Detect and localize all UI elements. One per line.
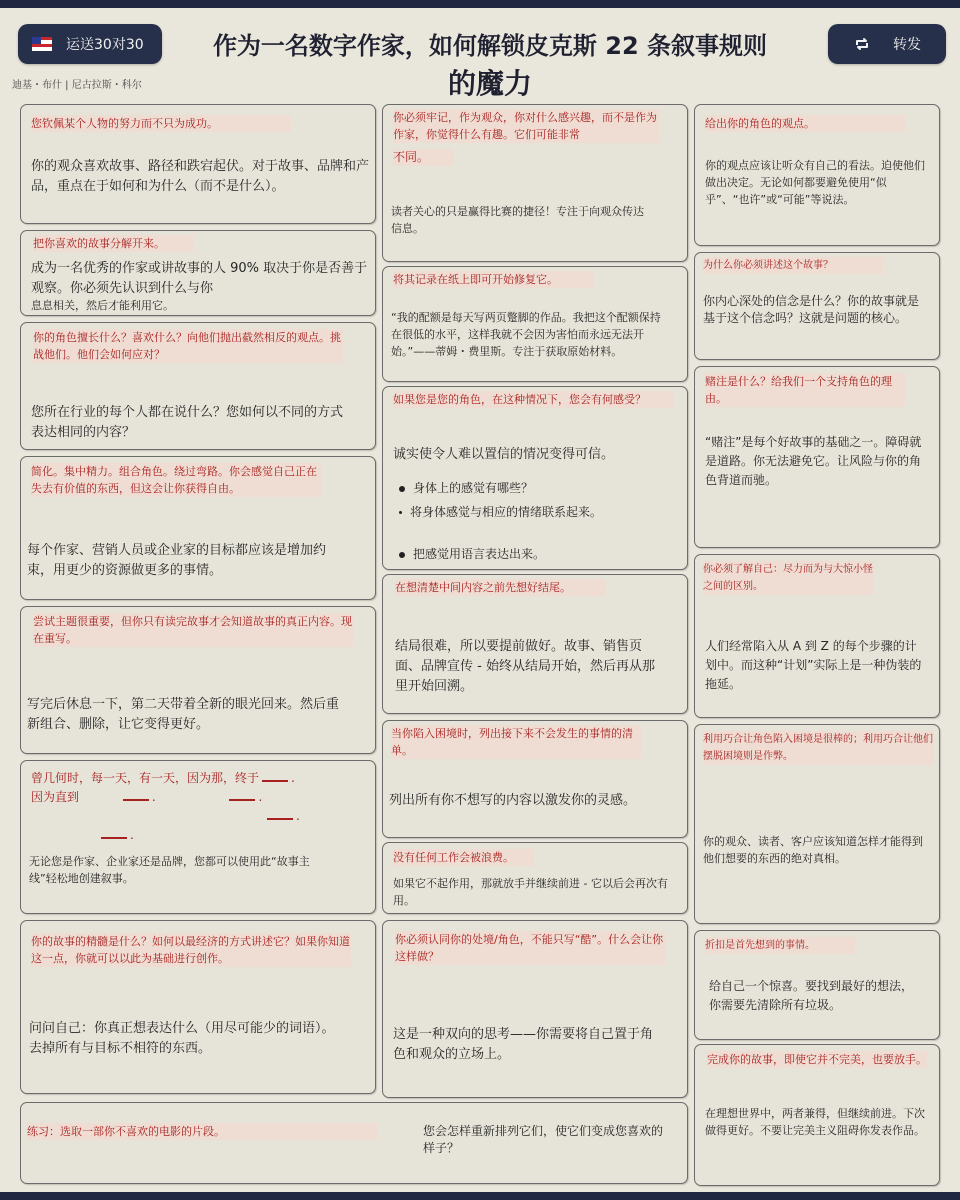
rule-card xyxy=(382,574,688,714)
rule-heading: 没有任何工作会被浪费。 xyxy=(393,849,533,866)
rule-body: 这是一种双向的思考——你需要将自己置于角色和观众的立场上。 xyxy=(393,1027,654,1062)
rule-card xyxy=(694,724,940,924)
rule-heading: 折扣是首先想到的事情。 xyxy=(705,937,855,954)
page-title: 作为一名数字作家，如何解锁皮克斯 22 条叙事规则 xyxy=(212,32,768,60)
us-flag-icon xyxy=(32,37,52,51)
bullet-text: 把感觉用语言表达出来。 xyxy=(413,547,546,561)
rule-body: 无论您是作家、企业家还是品牌，您都可以使用此“故事主线”轻松地创建叙事。 xyxy=(29,855,310,885)
rule-body: 您所在行业的每个人都在说什么？您如何以不同的方式表达相同的内容？ xyxy=(31,405,344,440)
rule-heading: 曾几何时，每一天，有一天，因为那，终于 . 因为直到 . . . . xyxy=(31,771,300,842)
rule-body: “赌注”是每个好故事的基础之一。障碍就是道路。你无法避免它。让风险与你的角色背道而驰。 xyxy=(705,435,922,487)
rule-heading: 你必须认同你的处境/角色，不能只写“酷”。什么会让你这样做？ xyxy=(395,933,664,963)
exercise-card xyxy=(20,1102,688,1184)
rule-body: 成为一名优秀的作家或讲故事的人 90% 取决于你是否善于观察。你必须先认识到什么与你 xyxy=(31,261,368,296)
send-button[interactable] xyxy=(18,24,162,64)
rule-body: 诚实使令人难以置信的情况变得可信。 xyxy=(393,447,615,462)
rule-heading: 你的角色擅长什么？喜欢什么？向他们抛出截然相反的观点。挑战他们。他们会如何应对？ xyxy=(33,331,341,361)
rule-body: 问问自己：你真正想表达什么（用尽可能少的词语）。去掉所有与目标不相符的东西。 xyxy=(29,1021,335,1056)
rule-card xyxy=(20,104,376,224)
bullet-item xyxy=(399,503,602,521)
rule-card xyxy=(20,456,376,600)
repost-button-label: 转发 xyxy=(893,37,921,53)
fill-in-blank xyxy=(229,799,255,801)
rule-heading: 完成你的故事，即使它并不完美，也要放手。 xyxy=(707,1053,927,1066)
rule-heading: 利用巧合让角色陷入困境是很棒的；利用巧合让他们摆脱困境则是作弊。 xyxy=(703,731,933,765)
rule-card xyxy=(382,920,688,1098)
rule-body: 你内心深处的信念是什么？你的故事就是基于这个信念吗？这就是问题的核心。 xyxy=(703,294,920,325)
rule-card xyxy=(382,266,688,382)
rule-heading: 给出你的角色的观点。 xyxy=(705,115,905,132)
page-title-line2: 的魔力 xyxy=(447,67,532,100)
bullet-item xyxy=(399,545,545,563)
top-border xyxy=(0,0,960,8)
story-spine-line2: 因为直到 xyxy=(31,790,80,804)
rule-heading: 将其记录在纸上即可开始修复它。 xyxy=(393,271,593,288)
rule-heading: 赌注是什么？给我们一个支持角色的理由。 xyxy=(705,373,905,407)
send-button-label: 运送30对30 xyxy=(66,37,144,53)
rule-body: 列出所有你不想写的内容以激发你的灵感。 xyxy=(389,793,637,808)
rule-body: 在理想世界中，两者兼得，但继续前进。下次做得更好。不要让完美主义阻碍你发表作品。 xyxy=(705,1107,925,1137)
rule-card xyxy=(382,386,688,570)
rule-card xyxy=(694,252,940,360)
rule-heading: 你必须牢记，作为观众，你对什么感兴趣，而不是作为作家，你觉得什么有趣。它们可能非常 xyxy=(393,111,657,141)
bullet-dot xyxy=(399,511,402,514)
rule-heading-2: 不同。 xyxy=(393,149,453,166)
rule-body: 给自己一个惊喜。要找到最好的想法，你需要先清除所有垃圾。 xyxy=(709,979,914,1012)
repost-button[interactable] xyxy=(828,24,946,64)
byline: 迪基・布什 | 尼古拉斯・科尔 xyxy=(12,80,142,91)
bullet-dot xyxy=(399,486,405,492)
rule-body: 写完后休息一下，第二天带着全新的眼光回来。然后重新组合、删除，让它变得更好。 xyxy=(27,697,340,732)
rule-heading: 你的故事的精髓是什么？如何以最经济的方式讲述它？如果你知道这一点，你就可以以此为基础进行创作。 xyxy=(31,935,350,965)
rule-heading: 您钦佩某个人物的努力而不只为成功。 xyxy=(31,115,291,132)
rule-card xyxy=(20,230,376,316)
exercise-body: 您会怎样重新排列它们，使它们变成您喜欢的样子？ xyxy=(423,1124,664,1155)
rule-heading: 简化。集中精力。组合角色。绕过弯路。你会感觉自己正在失去有价值的东西，但这会让你获得自由。 xyxy=(31,463,321,497)
rule-heading: 尝试主题很重要，但你只有读完故事才会知道故事的真正内容。现在重写。 xyxy=(33,615,352,645)
rule-card xyxy=(694,554,940,718)
story-spine-line1: 曾几何时，每一天，有一天，因为那，终于 xyxy=(31,771,260,785)
rule-card xyxy=(382,104,688,262)
rule-body: 如果它不起作用，那就放手并继续前进 - 它以后会再次有用。 xyxy=(393,877,668,907)
rule-body: 每个作家、营销人员或企业家的目标都应该是增加约束，用更少的资源做更多的事情。 xyxy=(27,543,327,578)
rule-card xyxy=(694,366,940,548)
fill-in-blank xyxy=(262,780,288,782)
rule-heading: 为什么你必须讲述这个故事？ xyxy=(703,257,883,274)
rule-card xyxy=(382,842,688,914)
rule-heading: 你必须了解自己：尽力而为与大惊小怪之间的区别。 xyxy=(703,561,873,595)
rule-card xyxy=(20,606,376,754)
rule-body: “我的配额是每天写两页蹩脚的作品。我把这个配额保持在很低的水平，这样我就不会因为害怕而永远无法开始。”——蒂姆・费里斯。专注于获取原始材料。 xyxy=(391,311,661,358)
fill-in-blank xyxy=(101,837,127,839)
rule-heading: 把你喜欢的故事分解开来。 xyxy=(33,235,193,252)
rule-card xyxy=(694,930,940,1040)
rule-body: 你的观众喜欢故事、路径和跌宕起伏。对于故事、品牌和产品，重点在于如何和为什么（而不是什么）。 xyxy=(31,159,370,194)
bullet-dot xyxy=(399,552,405,558)
rule-body: 你的观点应该让听众有自己的看法。迫使他们做出决定。无论如何都要避免使用“似乎”、“也许”或“可能”等说法。 xyxy=(705,159,925,206)
rule-body: 读者关心的只是赢得比赛的捷径！专注于向观众传达信息。 xyxy=(391,205,644,235)
rule-card xyxy=(694,1044,940,1186)
bullet-text: 身体上的感觉有哪些？ xyxy=(413,481,534,495)
rule-heading: 当你陷入困境时，列出接下来不会发生的事情的清单。 xyxy=(391,725,641,759)
rule-body: 人们经常陷入从 A 到 Z 的每个步骤的计划中。而这种“计划”实际上是一种伪装的拖延。 xyxy=(705,639,922,691)
rule-card xyxy=(20,322,376,450)
bottom-border xyxy=(0,1192,960,1200)
rule-heading: 如果您是您的角色，在这种情况下，您会有何感受？ xyxy=(393,391,673,408)
rule-heading: 在想清楚中间内容之前先想好结尾。 xyxy=(395,579,605,596)
repost-icon xyxy=(853,35,871,53)
fill-in-blank xyxy=(267,818,293,820)
exercise-heading: 练习：选取一部你不喜欢的电影的片段。 xyxy=(27,1123,377,1140)
fill-in-blank xyxy=(123,799,149,801)
rule-body-2: 息息相关，然后才能利用它。 xyxy=(31,299,174,312)
rule-card xyxy=(382,720,688,838)
rule-body: 结局很难，所以要提前做好。故事、销售页面、品牌宣传 - 始终从结局开始，然后再从那里开始回溯。 xyxy=(395,639,655,694)
rule-card xyxy=(20,760,376,914)
rule-card xyxy=(20,920,376,1094)
bullet-item xyxy=(399,479,533,497)
rule-card xyxy=(694,104,940,246)
rule-body: 你的观众、读者、客户应该知道怎样才能得到他们想要的东西的绝对真相。 xyxy=(703,835,923,865)
bullet-text: 将身体感觉与相应的情绪联系起来。 xyxy=(410,505,603,519)
